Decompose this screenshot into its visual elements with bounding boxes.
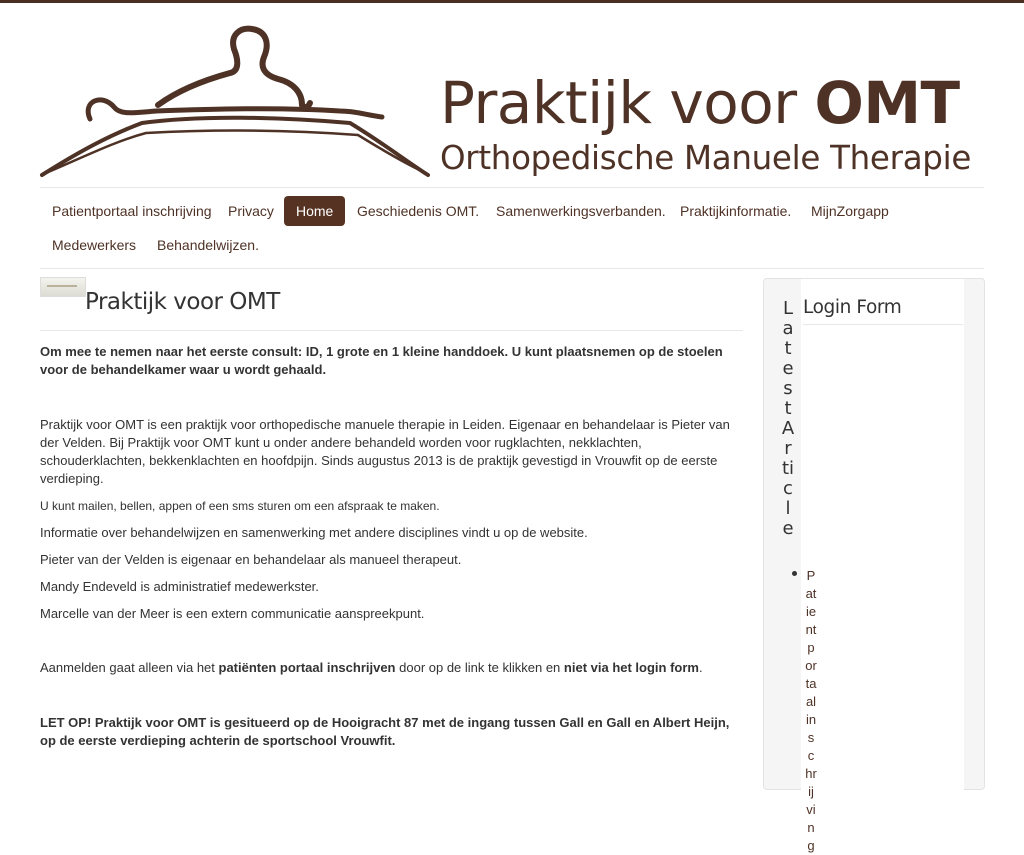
brand-name-regular: Praktijk voor (440, 69, 815, 137)
latest-article-title: Latest Article (781, 298, 795, 539)
signup-loginform-emphasis: niet via het login form (563, 660, 699, 675)
main-navigation (40, 187, 984, 269)
admin-info: Mandy Endeveld is administratief medewerkster. (40, 579, 319, 594)
signup-text-post: . (698, 660, 703, 675)
sidebar (763, 278, 985, 853)
appointment-info: U kunt mailen, bellen, appen of een sms sturen om een afspraak te maken. (40, 499, 440, 513)
brand-tagline: Orthopedische Manuele Therapie (440, 139, 972, 177)
page-title: Praktijk voor OMT (85, 289, 280, 315)
nav-item-privacy[interactable]: Privacy (228, 203, 274, 219)
latest-article-link[interactable]: Patientportaal inschrijving (805, 568, 817, 853)
list-bullet-icon (792, 571, 797, 576)
owner-info: Pieter van der Velden is eigenaar en behandelaar als manueel therapeut. (40, 552, 462, 567)
nav-item-praktijkinformatie[interactable]: Praktijkinformatie. (680, 203, 792, 219)
site-header (40, 23, 984, 183)
title-divider (40, 330, 743, 331)
login-form-title: Login Form (803, 297, 902, 318)
communication-info: Marcelle van der Meer is een extern communicatie aanspreekpunt. (40, 606, 425, 621)
brand-name[interactable] (440, 69, 960, 137)
nav-item-medewerkers[interactable]: Medewerkers (52, 237, 137, 253)
article-thumbnail (40, 277, 86, 297)
logo-massage-figure-icon[interactable] (40, 23, 440, 183)
signup-text-mid: door op de link te klikken en (395, 660, 564, 675)
signup-info (40, 659, 743, 677)
brand-name-bold: OMT (814, 69, 960, 137)
sidebar-content-column (801, 279, 964, 799)
nav-item-home[interactable]: Home (284, 196, 345, 226)
thumbnail-logo-line (47, 285, 77, 287)
signup-portal-emphasis: patiënten portaal inschrijven (218, 660, 396, 675)
nav-item-mijnzorgapp[interactable]: MijnZorgapp (811, 203, 889, 219)
location-notice: LET OP! Praktijk voor OMT is gesitueerd op de Hooigracht 87 met de ingang tussen Gall en Gall en Albert Heijn, op de eerste verdieping achterin de sportschool Vrouwfit. (40, 715, 730, 748)
nav-item-behandelwijzen[interactable]: Behandelwijzen. (157, 237, 259, 253)
nav-item-samenwerkingsverbanden[interactable]: Samenwerkingsverbanden. (496, 203, 666, 219)
signup-text-pre: Aanmelden gaat alleen via het (40, 660, 219, 675)
website-info: Informatie over behandelwijzen en samenwerking met andere disciplines vindt u op de website. (40, 525, 588, 540)
login-divider (803, 324, 963, 325)
practice-description: Praktijk voor OMT is een praktijk voor orthopedische manuele therapie in Leiden. Eigenaar en behandelaar is Pieter van der Velden. Bij Praktijk voor OMT kunt u onder andere behandeld worden voor rugklachten, nekklachten, schouderklachten, bekkenklachten en hoofdpijn. Sinds augustus 2013 is de praktijk gevestigd in Vrouwfit op de eerste verdieping. (40, 417, 730, 486)
consult-instructions: Om mee te nemen naar het eerste consult: ID, 1 grote en 1 kleine handdoek. U kunt plaatsnemen op de stoelen voor de behandelkamer waar u wordt gehaald. (40, 344, 723, 377)
nav-item-geschiedenis[interactable]: Geschiedenis OMT. (357, 203, 480, 219)
nav-item-patientportaal[interactable]: Patientportaal inschrijving (52, 203, 212, 219)
